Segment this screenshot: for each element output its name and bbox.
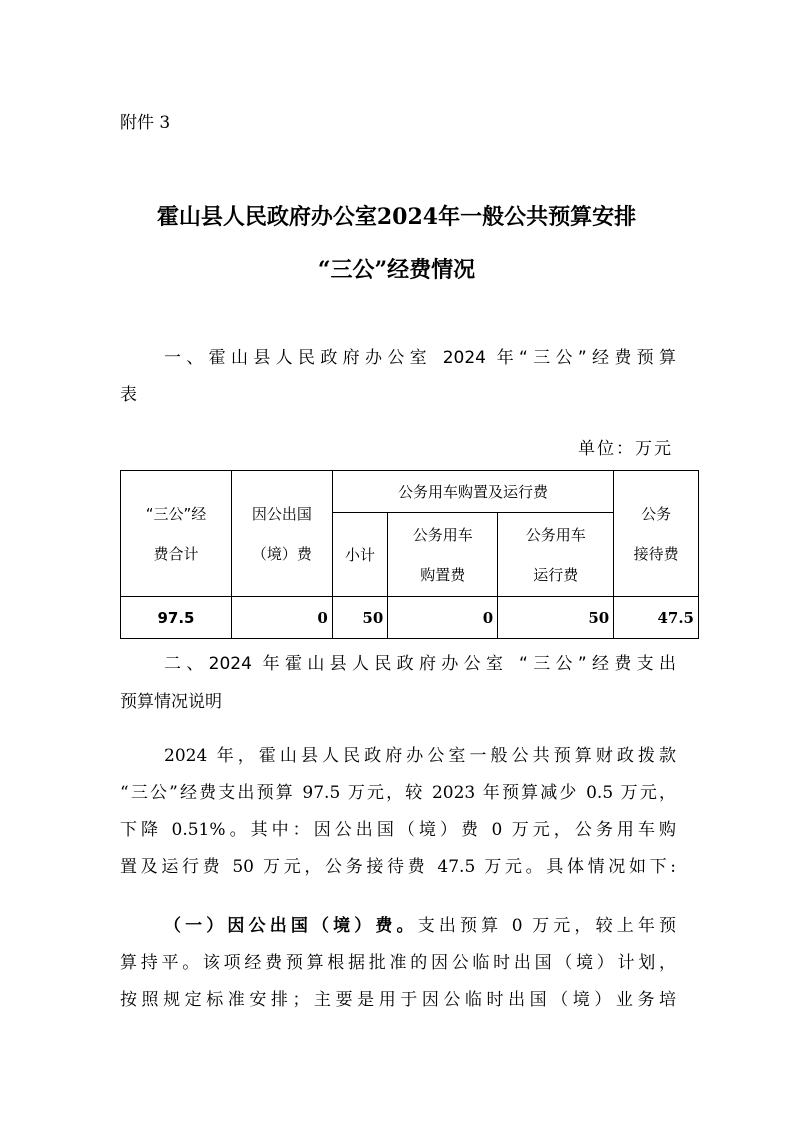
- header-vehicle-group: 公务用车购置及运行费: [332, 471, 613, 513]
- header-purchase-line2: 购置费: [420, 565, 466, 584]
- header-purchase-line1: 公务用车: [412, 525, 473, 544]
- header-operation: [498, 513, 614, 597]
- sub1-line1: [164, 908, 676, 945]
- header-operation-line1: 公务用车: [525, 525, 586, 544]
- cell-subtotal: 50: [332, 597, 387, 639]
- section2-heading-line2: 预算情况说明: [120, 692, 222, 712]
- body-para-line1: 2024 年，霍山县人民政府办公室一般公共预算财政拨款: [164, 746, 676, 766]
- header-reception: [614, 471, 699, 597]
- header-abroad-line1: 因公出国: [251, 504, 312, 523]
- cell-operation: 50: [498, 597, 614, 639]
- sub1-line2: 算持平。该项经费预算根据批准的因公临时出国（境）计划，: [120, 953, 676, 973]
- cell-reception: 47.5: [614, 597, 699, 639]
- header-abroad: [231, 471, 332, 597]
- document-title-line2: “三公”经费情况: [317, 257, 476, 283]
- header-total-line1: “三公”经: [145, 504, 207, 523]
- header-total: [121, 471, 232, 597]
- sub1-lead: （一）因公出国（境）费。: [164, 916, 418, 936]
- section2-heading-line1: 二、2024 年霍山县人民政府办公室 “三公”经费支出: [164, 654, 676, 674]
- cell-abroad: 0: [231, 597, 332, 639]
- header-purchase: [388, 513, 498, 597]
- cell-total: 97.5: [121, 597, 232, 639]
- header-reception-line1: 公务: [641, 504, 672, 523]
- sub1-line1-rest: 支出预算 0 万元，较上年预: [417, 916, 676, 936]
- section1-heading-line2: 表: [120, 385, 137, 405]
- header-operation-line2: 运行费: [533, 565, 579, 584]
- body-para-line4: 置及运行费 50 万元，公务接待费 47.5 万元。具体情况如下:: [120, 857, 676, 877]
- section1-heading-line1: 一、霍山县人民政府办公室 2024 年“三公”经费预算: [164, 348, 676, 368]
- three-public-budget-table: [120, 470, 699, 639]
- body-para-line3: 下降 0.51%。其中：因公出国（境）费 0 万元，公务用车购: [120, 820, 676, 840]
- unit-label: 单位：万元: [578, 439, 673, 459]
- document-title-line1: 霍山县人民政府办公室2024年一般公共预算安排: [156, 204, 637, 230]
- header-subtotal: 小计: [332, 513, 387, 597]
- cell-purchase: 0: [388, 597, 498, 639]
- header-total-line2: 费合计: [153, 544, 199, 563]
- header-reception-line2: 接待费: [633, 544, 679, 563]
- attachment-label: 附件 3: [120, 113, 171, 133]
- body-para-line2: “三公”经费支出预算 97.5 万元，较 2023 年预算减少 0.5 万元，: [120, 783, 676, 803]
- sub1-line3: 按照规定标准安排；主要是用于因公临时出国（境）业务培: [120, 990, 676, 1010]
- header-abroad-line2: （境）费: [251, 544, 312, 563]
